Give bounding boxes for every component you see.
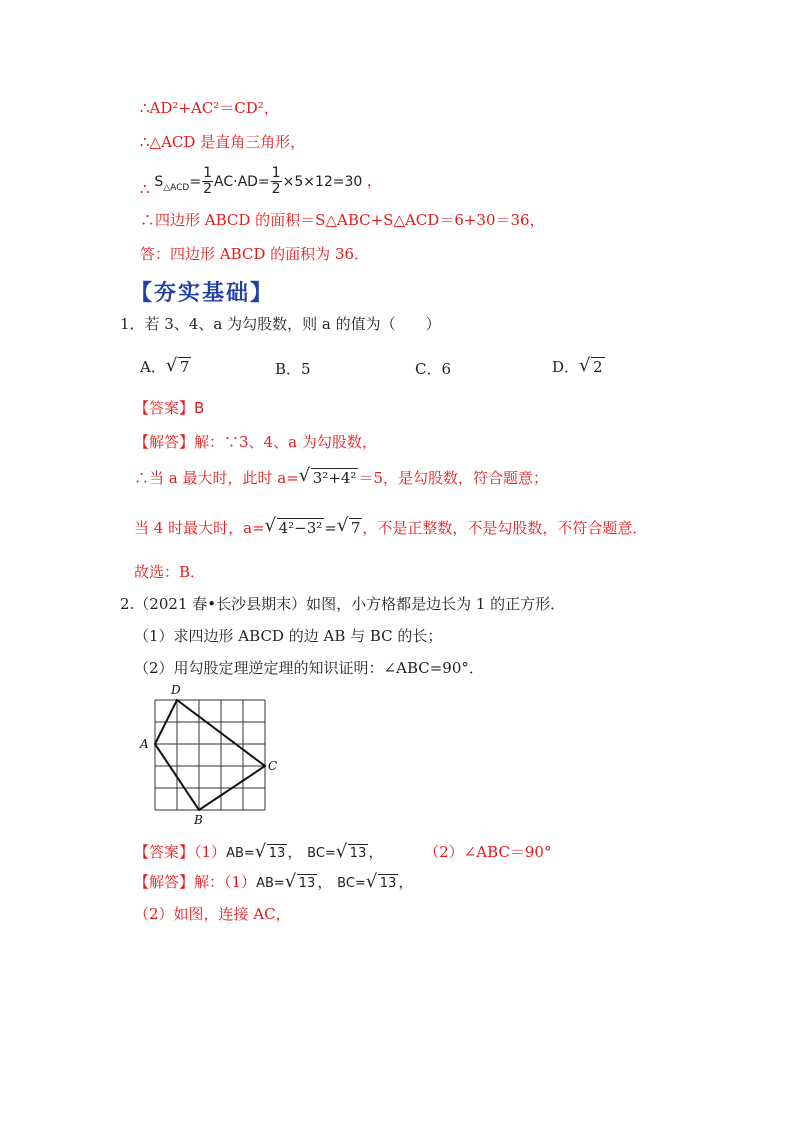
q2-stem: 2.（2021 春•长沙县期末）如图，小方格都是边长为 1 的正方形． [120, 595, 566, 613]
solution-line-2: ∴△ACD 是直角三角形， [140, 133, 306, 151]
choice-label: C． [415, 360, 442, 378]
solution-text: ∴当 a 最大时，此时 a= [134, 469, 299, 487]
eq-sign: = [324, 519, 337, 537]
solution-line-1: ∴AD²+AC²＝CD²， [140, 99, 279, 117]
solution-tag: 【解答】 [134, 433, 195, 451]
choice-label: D． [552, 358, 580, 376]
ab-label: AB= [226, 846, 255, 861]
sqrt-expression [368, 874, 399, 894]
solution-text: ＝5，是勾股数，符合题意； [358, 469, 548, 487]
q1-choice-c[interactable] [415, 358, 451, 379]
area-symbol: S [154, 173, 164, 190]
solution-line-3 [140, 166, 382, 196]
q1-choice-d[interactable] [552, 356, 605, 377]
radicand: 3²+4² [312, 469, 357, 487]
answer-value: B [194, 399, 205, 417]
sqrt-expression [338, 844, 369, 864]
sqrt-expression [168, 357, 192, 376]
radicand: 13 [349, 846, 367, 861]
choice-label: A． [140, 358, 166, 376]
sqrt-expression [339, 518, 363, 538]
label-d: D [171, 683, 181, 697]
quadrilateral-abcd [155, 700, 265, 810]
quadrilateral-grid-figure [138, 680, 298, 830]
comma: ， [398, 873, 414, 891]
q2-solution-2: （2）如图，连接 AC， [134, 905, 291, 923]
label-b: B [194, 813, 203, 827]
radicand: 4²−3² [278, 519, 323, 537]
choice-label: B． [275, 360, 302, 378]
answer-tag: 【答案】 [134, 843, 195, 861]
answer-tag: 【答案】 [134, 399, 195, 417]
area-subscript: △ACD [163, 182, 190, 193]
solution-tag: 【解答】 [134, 873, 195, 891]
frac-den: 2 [203, 181, 213, 197]
grid-lines [155, 700, 265, 810]
section-heading: 【夯实基础】 [130, 280, 275, 306]
eq-sign: = [189, 173, 202, 190]
q1-solution-4: 故选：B． [134, 563, 206, 581]
sqrt-expression [287, 874, 318, 894]
bc-label: BC= [337, 876, 366, 891]
q1-solution-1 [134, 432, 377, 452]
formula-mid: AC·AD= [214, 173, 270, 190]
sqrt-expression [301, 468, 359, 488]
radicand: 7 [179, 358, 190, 376]
sqrt-expression [257, 844, 288, 864]
solution-text: 解：（1） [194, 873, 257, 891]
comma: ， [287, 843, 303, 861]
solution-line-5: 答：四边形 ABCD 的面积为 36． [140, 245, 370, 263]
radicand: 13 [298, 876, 316, 891]
choice-value: 6 [441, 360, 452, 378]
q1-choice-a[interactable] [140, 356, 191, 377]
formula-tail: ×5×12=30 [282, 173, 363, 190]
frac-num: 1 [203, 165, 213, 181]
one-half-fraction-2 [271, 166, 282, 197]
solution-text: 解：∵3、4、a 为勾股数， [194, 433, 377, 451]
ab-label: AB= [256, 876, 285, 891]
solution-text: ，不是正整数，不是勾股数，不符合题意． [362, 519, 648, 537]
radicand: 2 [593, 358, 603, 376]
label-c: C [268, 759, 278, 773]
bc-label: BC= [307, 846, 336, 861]
comma: ， [366, 171, 382, 190]
q1-solution-2 [134, 468, 548, 488]
solution-text: 当 4 时最大时，a= [134, 519, 265, 537]
solution-line-4: ∴四边形 ABCD 的面积＝S△ABC+S△ACD＝6+30＝36， [140, 211, 545, 229]
q1-solution-3 [134, 518, 647, 538]
q2-solution-1 [134, 872, 413, 894]
area-formula [154, 165, 366, 197]
q1-stem: 1．若 3、4、a 为勾股数，则 a 的值为（ ） [120, 315, 441, 333]
label-a: A [140, 737, 149, 751]
comma: ， [317, 873, 333, 891]
one-half-fraction [202, 166, 213, 197]
answer-part: （1） [194, 843, 227, 861]
radicand: 13 [268, 846, 286, 861]
q2-part-2: （2）用勾股定理逆定理的知识证明：∠ABC=90°． [134, 659, 484, 677]
frac-den-2: 2 [271, 181, 281, 197]
choice-value: 5 [301, 360, 311, 378]
sqrt-expression [267, 518, 325, 538]
radicand: 7 [350, 519, 361, 537]
q2-answer [134, 842, 551, 864]
q1-choice-b[interactable] [275, 358, 311, 379]
radicand: 13 [379, 876, 397, 891]
therefore-symbol: ∴ [140, 179, 150, 198]
comma: ， [368, 843, 384, 861]
frac-num-2: 1 [271, 165, 281, 181]
sqrt-expression [581, 357, 605, 376]
q1-answer [134, 398, 204, 418]
q2-part-1: （1）求四边形 ABCD 的边 AB 与 BC 的长； [134, 627, 443, 645]
answer-part: （2）∠ABC＝90° [424, 843, 552, 861]
